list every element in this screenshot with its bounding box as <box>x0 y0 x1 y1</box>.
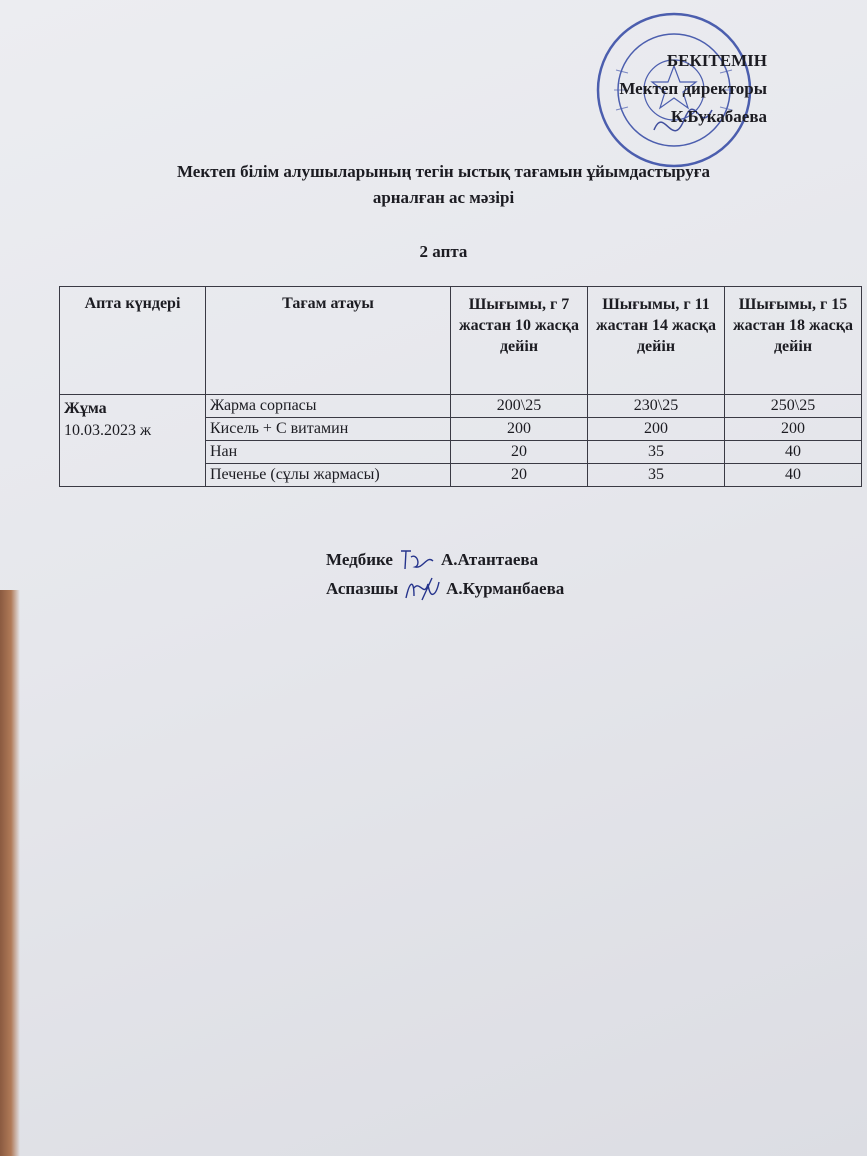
signatures-block <box>326 545 564 603</box>
amount-cell: 200 <box>725 418 862 441</box>
background-edge <box>0 590 20 1156</box>
approval-director-name: К.Букабаева <box>670 107 767 126</box>
cook-role: Аспазшы <box>326 579 399 598</box>
header-amount-11-14: Шығымы, г 11 жастан 14 жасқа дейін <box>588 287 725 395</box>
header-dish: Тағам атауы <box>206 287 451 395</box>
dish-cell: Кисель + С витамин <box>206 418 451 441</box>
amount-cell: 40 <box>725 464 862 487</box>
amount-cell: 20 <box>451 464 588 487</box>
approval-heading: БЕКІТЕМІН <box>666 51 767 70</box>
document-title-line1: Мектеп білім алушыларының тегін ыстық тағамын ұйымдастыруға <box>176 162 711 181</box>
amount-cell: 40 <box>725 441 862 464</box>
header-amount-7-10: Шығымы, г 7 жастан 10 жасқа дейін <box>451 287 588 395</box>
amount-cell: 250\25 <box>725 395 862 418</box>
dish-cell: Жарма сорпасы <box>206 395 451 418</box>
header-amount-15-18: Шығымы, г 15 жастан 18 жасқа дейін <box>725 287 862 395</box>
amount-cell: 35 <box>588 441 725 464</box>
amount-cell: 35 <box>588 464 725 487</box>
amount-cell: 20 <box>451 441 588 464</box>
amount-cell: 200 <box>451 418 588 441</box>
week-label: 2 апта <box>419 242 468 261</box>
dish-cell: Печенье (сұлы жармасы) <box>206 464 451 487</box>
document-title-line2: арналған ас мәзірі <box>372 188 515 207</box>
table-header-row <box>60 287 862 395</box>
amount-cell: 230\25 <box>588 395 725 418</box>
nurse-signature-icon <box>397 547 437 573</box>
cook-signature-line <box>326 574 564 603</box>
header-day: Апта күндері <box>60 287 206 395</box>
amount-cell: 200\25 <box>451 395 588 418</box>
day-name: Жұма <box>64 400 107 417</box>
nurse-name: А.Атантаева <box>440 550 539 569</box>
nurse-role: Медбике <box>326 550 393 569</box>
day-date: 10.03.2023 ж <box>64 422 152 439</box>
day-cell <box>60 395 206 487</box>
nurse-signature-line <box>326 545 564 574</box>
cook-signature-icon <box>402 576 442 602</box>
amount-cell: 200 <box>588 418 725 441</box>
cook-name: А.Курманбаева <box>446 579 565 598</box>
table-row <box>60 395 862 418</box>
dish-cell: Нан <box>206 441 451 464</box>
approval-position: Мектеп директоры <box>619 79 767 98</box>
menu-table <box>59 286 862 487</box>
approval-block <box>619 47 767 131</box>
